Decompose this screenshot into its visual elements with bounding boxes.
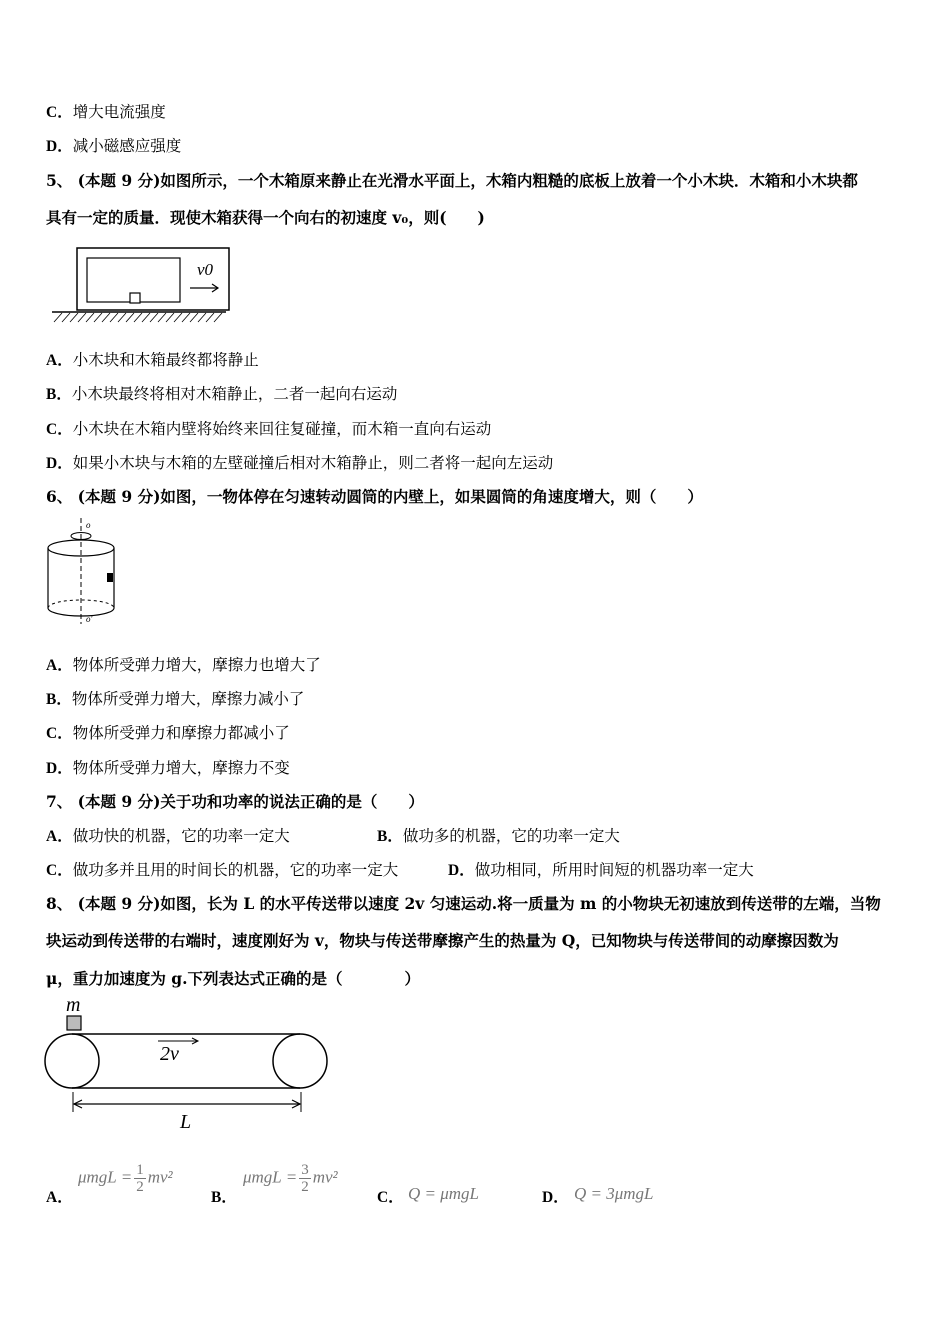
option-letter: B．: [211, 1189, 237, 1206]
q6-stem-line1: 6、 (本题 9 分)如图，一物体停在匀速转动圆筒的内壁上，如果圆筒的角速度增大，则（ ）: [46, 487, 703, 506]
object-block: [107, 573, 113, 582]
q8-option-d-formula: Q = 3μmgL: [574, 1184, 654, 1203]
q6-option-d: [46, 757, 290, 780]
option-text: 小木块和木箱最终都将静止: [72, 351, 259, 369]
option-text: 减小磁感应强度: [72, 137, 182, 155]
q8-stem-line2: 块运动到传送带的右端时，速度刚好为 v，物块与传送带摩擦产生的热量为 Q，已知物块与传送带间的动摩擦因数为: [46, 931, 839, 950]
q5-option-b: [46, 383, 397, 406]
option-letter: A．: [46, 657, 73, 674]
q5-stem-line1: 5、 (本题 9 分)如图所示，一个木箱原来静止在光滑水平面上，木箱内粗糙的底板上放着一个小木块．木箱和小木块都: [46, 171, 858, 190]
option-letter: D．: [46, 760, 73, 777]
option-letter: C．: [46, 421, 73, 438]
fraction-numerator: 1: [136, 1162, 144, 1178]
q8-option-b-letter: [211, 1186, 237, 1209]
q8-stem-line1: 8、 (本题 9 分)如图，长为 L 的水平传送带以速度 2v 匀速运动.将一质量为 m 的小物块无初速放到传送带的左端，当物: [46, 894, 881, 913]
option-letter: C．: [46, 725, 73, 742]
mass-block: [67, 1016, 81, 1030]
option-letter: C．: [46, 862, 73, 879]
q8-option-a-formula: [78, 1162, 173, 1195]
formula-rhs: mv²: [312, 1167, 338, 1187]
option-text: 物体所受弹力和摩擦力都减小了: [72, 724, 290, 742]
option-letter: A．: [46, 828, 73, 845]
formula-lhs: μmgL =: [243, 1167, 298, 1187]
ground-hatch: [54, 313, 222, 322]
q6-option-a: [46, 654, 321, 677]
outer-box: [77, 248, 229, 310]
mass-label: m: [66, 994, 81, 1016]
axis-bottom-label: o': [86, 614, 93, 624]
fraction-numerator: 3: [301, 1162, 309, 1178]
q5-box-figure: [50, 246, 230, 328]
q8-option-c-letter: [377, 1186, 404, 1209]
option-text: 物体所受弹力增大，摩擦力也增大了: [72, 656, 321, 674]
formula-rhs: mv²: [147, 1167, 173, 1187]
option-text: 做功多的机器，它的功率一定大: [402, 827, 620, 845]
q6-option-c: [46, 722, 290, 745]
q5-option-d: [46, 452, 553, 475]
q8-stem-line3: μ，重力加速度为 g.下列表达式正确的是（ ）: [46, 969, 420, 988]
option-letter: B．: [377, 828, 403, 845]
option-text: 做功多并且用的时间长的机器，它的功率一定大: [72, 861, 399, 879]
option-text: 小木块在木箱内壁将始终来回往复碰撞，而木箱一直向右运动: [72, 420, 492, 438]
small-block: [130, 293, 140, 303]
option-letter: A．: [46, 1189, 73, 1206]
fraction-denominator: 2: [136, 1179, 144, 1195]
v0-label: v0: [197, 260, 214, 279]
q8-option-b-formula: [243, 1162, 338, 1195]
q5-stem-line2: 具有一定的质量．现使木箱获得一个向右的初速度 v₀，则( ): [46, 208, 485, 227]
option-letter: D．: [542, 1189, 569, 1206]
fraction: [299, 1162, 311, 1195]
option-text: 物体所受弹力增大，摩擦力不变: [72, 759, 290, 777]
option-letter: A．: [46, 352, 73, 369]
option-text: 小木块最终将相对木箱静止，二者一起向右运动: [71, 385, 398, 403]
q4-option-d: [46, 135, 181, 158]
formula-lhs: μmgL =: [78, 1167, 133, 1187]
q7-option-d: [448, 859, 754, 882]
q6-option-b: [46, 688, 304, 711]
q7-option-b: [377, 825, 620, 848]
q7-option-c: [46, 859, 398, 882]
option-text: 增大电流强度: [72, 103, 166, 121]
option-letter: C．: [377, 1189, 404, 1206]
q5-option-a: [46, 349, 259, 372]
option-letter: D．: [448, 862, 475, 879]
q4-option-c: [46, 101, 166, 124]
option-text: 如果小木块与木箱的左壁碰撞后相对木箱静止，则二者将一起向左运动: [72, 454, 554, 472]
q5-option-c: [46, 418, 491, 441]
option-letter: D．: [46, 455, 73, 472]
q6-cylinder-figure: [44, 516, 118, 626]
right-roller: [273, 1034, 327, 1088]
q8-option-d-letter: [542, 1186, 569, 1209]
axis-top-label: o: [86, 520, 91, 530]
q7-option-a: [46, 825, 290, 848]
option-text: 做功快的机器，它的功率一定大: [72, 827, 290, 845]
option-letter: B．: [46, 691, 72, 708]
option-text: 做功相同，所用时间短的机器功率一定大: [474, 861, 754, 879]
left-roller: [45, 1034, 99, 1088]
length-label: L: [180, 1111, 192, 1133]
fraction: [134, 1162, 146, 1195]
q8-option-a-letter: [46, 1186, 73, 1209]
option-letter: B．: [46, 386, 72, 403]
option-letter: C．: [46, 104, 73, 121]
q7-stem-line1: 7、 (本题 9 分)关于功和功率的说法正确的是（ ）: [46, 792, 424, 811]
q8-conveyor-figure: [40, 994, 340, 1134]
fraction-denominator: 2: [301, 1179, 309, 1195]
option-text: 物体所受弹力增大，摩擦力减小了: [71, 690, 305, 708]
option-letter: D．: [46, 138, 73, 155]
q8-option-c-formula: Q = μmgL: [408, 1184, 480, 1203]
speed-label: 2v: [160, 1043, 179, 1065]
